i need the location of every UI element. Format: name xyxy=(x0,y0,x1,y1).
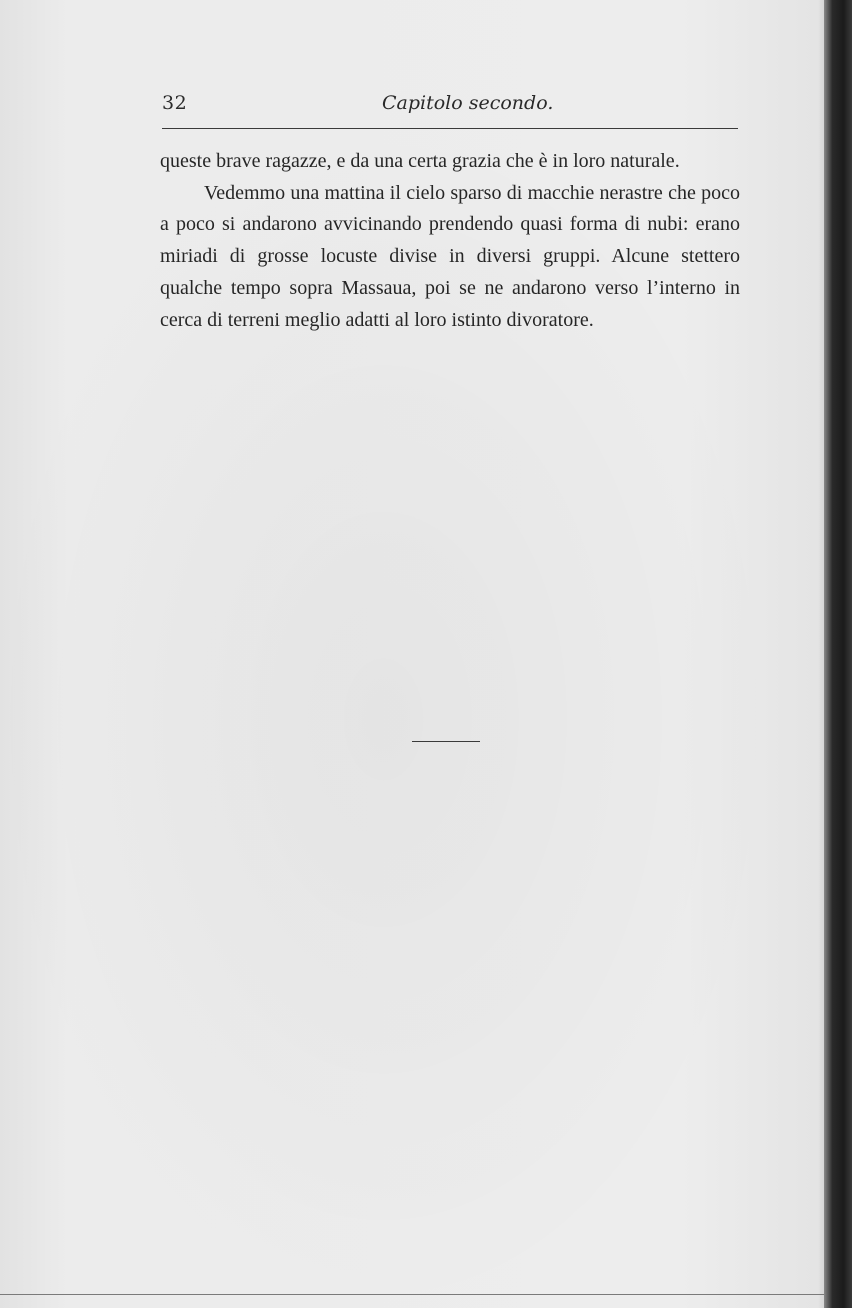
paragraph-continuation: queste brave ragazze, e da una certa grazia che è in loro naturale. xyxy=(160,150,680,172)
paragraph-locusts: Vedemmo una mattina il cielo sparso di macchie nerastre che poco a poco si andarono avvicinando prendendo quasi forma di nubi: erano miriadi di grosse locuste divise in diversi gruppi. Alcune stettero qualche tempo sopra Massaua, poi se ne andarono verso l’interno in cerca di terreni meglio adatti al loro istinto divoratore. xyxy=(160,181,740,331)
book-binding-edge xyxy=(824,0,852,1308)
page-bottom-edge xyxy=(0,1294,824,1295)
section-end-rule xyxy=(412,741,480,742)
page-number: 32 xyxy=(162,92,188,114)
page-header xyxy=(162,88,738,122)
header-rule xyxy=(162,128,738,129)
running-head: Capitolo secondo. xyxy=(382,92,554,114)
body-text xyxy=(160,146,740,336)
